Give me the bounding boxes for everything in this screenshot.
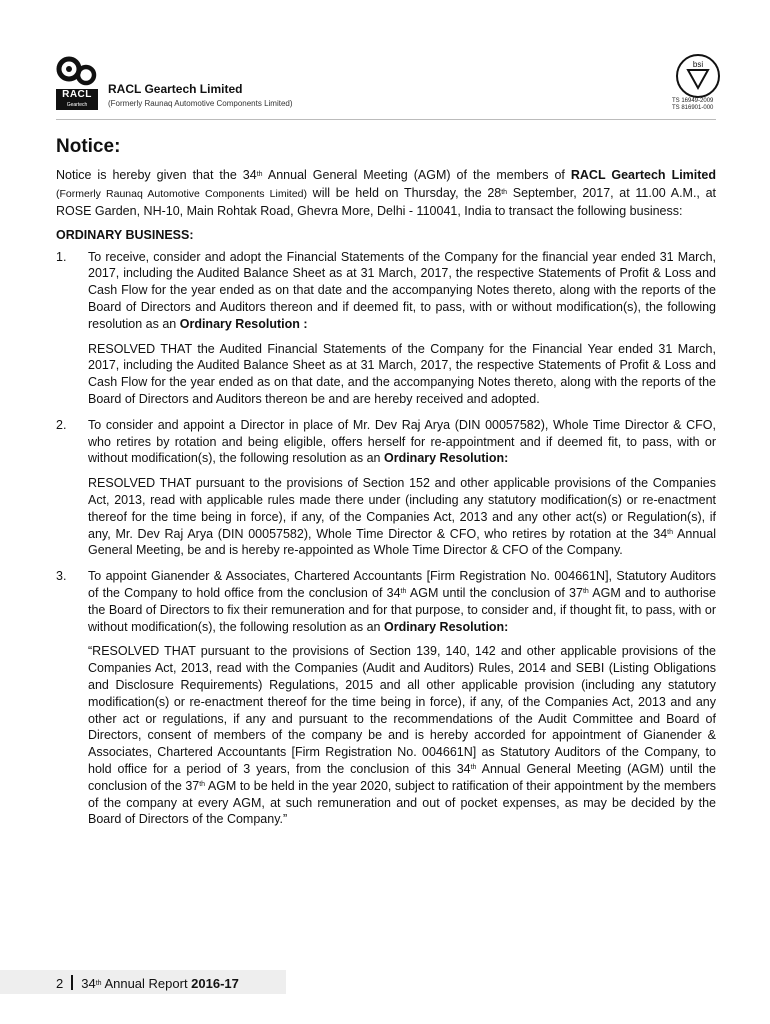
- list-item: [56, 417, 716, 559]
- cert-line-2: TS 816901-000: [672, 105, 714, 111]
- header-divider: [56, 119, 716, 120]
- item-body: [88, 568, 716, 828]
- superscript: th: [667, 529, 673, 537]
- notice-content: [56, 136, 716, 837]
- superscript: th: [501, 188, 508, 196]
- item-text: To receive, consider and adopt the Financial Statements of the Company for the financial year ended 31 March, 2017, including the Audited Balance Sheet as at 31 March, 2017, the respective Statements of Profit & Loss and Cash Flow for the year ended as on that date and the accompanying Notes thereto, along with the reports of the Board of Directors and Auditors thereon and if deemed fit, to pass, with or without modification(s), the following resolution as an: [88, 249, 716, 331]
- item-text: Annual General Meeting (AGM) until the conclusion of the 37: [88, 761, 716, 793]
- notice-intro: [56, 167, 716, 221]
- item-text: AGM to be held in the year 2020, subject to ratification of their appointment by the members of the company at every AGM, at such remuneration and out of pocket expenses, as may be decided by the Board of Directors of the Company.”: [88, 778, 716, 827]
- bsi-certification-icon: [674, 52, 722, 100]
- item-text: To appoint Gianender & Associates, Chartered Accountants [Firm Registration No. 004661N], Statutory Auditors of the Company to hold office from the conclusion of 34: [88, 569, 716, 600]
- intro-text: will be held on Thursday, the 28: [307, 186, 502, 201]
- cert-line-1: TS 16949-2009: [672, 98, 714, 104]
- company-block: [108, 82, 293, 108]
- logo-subtext: Geartech: [56, 101, 98, 110]
- item-body: [88, 249, 716, 408]
- report-year: 2016-17: [191, 976, 239, 991]
- superscript: th: [256, 170, 263, 178]
- item-text: Annual General Meeting, be and is hereby re-appointed as Whole Time Director & CFO of the Company.: [88, 526, 716, 558]
- item-paragraph: [88, 568, 716, 635]
- company-name-bold: RACL Geartech Limited: [570, 168, 717, 182]
- item-text: AGM until the conclusion of 37: [406, 585, 583, 600]
- item-text: “RESOLVED THAT pursuant to the provisions of Section 139, 140, 142 and other applicable provisions of the Companies Act, 2013, read with the Companies (Audit and Auditors) Rules, 2014 and SEBI (Listing Obligations and Disclosure Requirements) Regulations, 2015 and all other applicable provision (including any statutory modification(s) or re-enactment thereof for the time being in force), if any, of the Companies Act, 2013 and any other act or regulations, if any and pursuant to the recommendations of the Audit Committee and Board of Directors, consent of members of the company be and is hereby accorded for appointment of Gianender & Associates, Chartered Accountants [Firm Registration No. 004661N] as Statutory Auditors of the Company, to hold office for a period of 3 years, from the conclusion of this 34: [88, 644, 716, 776]
- item-body: [88, 417, 716, 559]
- superscript: th: [95, 979, 102, 987]
- report-ordinal: 34: [81, 976, 96, 991]
- list-item: [56, 249, 716, 408]
- company-former-name: (Formerly Raunaq Automotive Components Limited): [56, 188, 307, 201]
- item-paragraph: [88, 249, 716, 333]
- item-number: 2.: [56, 417, 67, 432]
- bsi-label: bsi: [692, 60, 704, 69]
- superscript: th: [470, 764, 477, 772]
- intro-text: September, 2017, at 11.00 A.M., at ROSE Garden, NH-10, Main Rohtak Road, Ghevra More, Delhi - 110041, India to transact the following business:: [56, 186, 716, 219]
- item-text: AGM and to authorise the Board of Directors to fix their remuneration and for that purpose, to consider and, if thought fit, to pass, with or without modification(s), the following resolution as an: [88, 585, 716, 634]
- report-title: Annual Report: [101, 976, 192, 991]
- item-paragraph: [88, 417, 716, 467]
- notice-title: Notice:: [56, 136, 121, 157]
- section-heading: ORDINARY BUSINESS:: [56, 227, 194, 242]
- item-number: 1.: [56, 249, 67, 264]
- resolution-type: Ordinary Resolution :: [179, 316, 308, 331]
- intro-text: Notice is hereby given that the 34: [56, 168, 257, 182]
- page-header: [0, 0, 770, 130]
- superscript: th: [582, 588, 589, 596]
- resolution-paragraph: [88, 643, 716, 828]
- list-item: [56, 568, 716, 828]
- superscript: th: [199, 781, 206, 789]
- item-text: RESOLVED THAT pursuant to the provisions of Section 152 and other applicable provisions of the Companies Act, 2013, read with applicable rules made there under (including any statutory modification(s) or re-enactment thereof for the time being in force), if any, of the Companies Act, 2013 and any other act(s) or Regulation(s), if any, Mr. Dev Raj Arya (DIN 00057582), Whole Time Director & CFO, who retires by rotation at the 34: [88, 476, 716, 541]
- superscript: th: [400, 588, 407, 596]
- page-footer: [56, 975, 239, 991]
- resolution-type: Ordinary Resolution:: [383, 619, 509, 634]
- company-name: RACL Geartech Limited: [108, 82, 243, 96]
- footer-separator: [71, 975, 73, 990]
- intro-text: Annual General Meeting (AGM) of the members of: [262, 168, 571, 182]
- resolution-paragraph: [88, 475, 716, 559]
- company-logo: [56, 55, 98, 111]
- certification-text: [672, 98, 713, 112]
- logo-text: RACL: [56, 89, 98, 101]
- page-number: 2: [56, 976, 64, 991]
- former-name: (Formerly Raunaq Automotive Components Limited): [108, 99, 293, 108]
- resolution-type: Ordinary Resolution:: [383, 451, 509, 466]
- item-number: 3.: [56, 569, 67, 584]
- resolution-paragraph: RESOLVED THAT the Audited Financial Statements of the Company for the Financial Year ended 31 March, 2017, including the Audited Balance Sheet as at 31 March, 2017, the respective Statements of Profit & Loss and Cash Flow for the year ended as on that date, and the accompanying Notes thereto, along with the reports of the Board of Directors and Auditors thereon be and are hereby received and adopted.: [88, 341, 716, 406]
- gear-logo-icon: [56, 55, 98, 89]
- item-text: To consider and appoint a Director in place of Mr. Dev Raj Arya (DIN 00057582), Whole Time Director & CFO, who retires by rotation and being eligible, offers herself for re-appointment and if deemed fit, to pass, with or without modification(s), the following resolution as an: [88, 417, 716, 466]
